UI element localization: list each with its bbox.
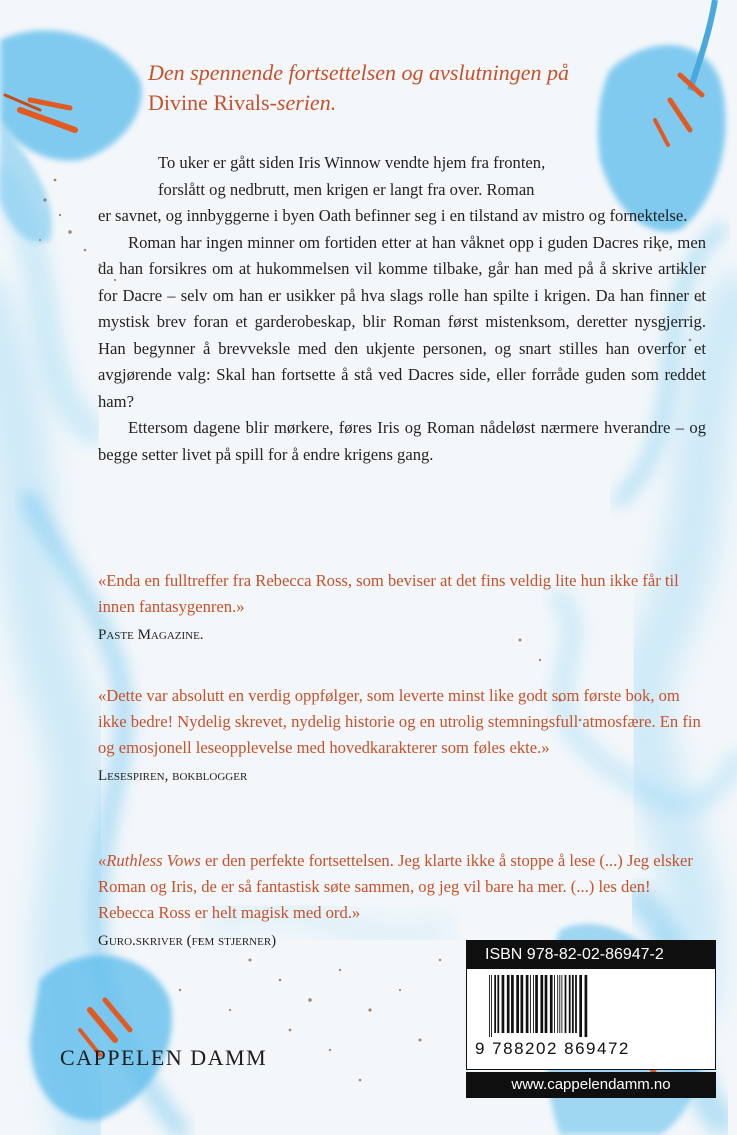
quote-source: Paste Magazine.	[98, 627, 204, 643]
barcode-bar	[572, 975, 574, 1033]
barcode-bar	[561, 975, 562, 1033]
tagline-line1: Den spennende fortsettelsen og avslutningen på	[148, 60, 569, 85]
barcode-bar	[569, 975, 571, 1033]
review-quote-3	[98, 848, 708, 954]
barcode-bar	[494, 975, 496, 1033]
blurb-line: forslått og nedbrutt, men krigen er langt fra over. Roman	[158, 179, 535, 199]
isbn-barcode-box	[466, 940, 716, 1070]
ean-digits: 9 788202 869472	[475, 1039, 630, 1058]
barcode-bar	[507, 975, 510, 1033]
barcode-bar	[491, 975, 492, 1037]
barcode-bar	[557, 975, 558, 1033]
blurb-line: mistro og fornektelse.	[542, 206, 688, 225]
isbn-label: ISBN 978-82-02-86947-2	[467, 941, 715, 969]
blurb-paragraph-1-cont	[98, 203, 706, 230]
barcode-bar	[533, 975, 534, 1033]
quote-source: Lesespiren, bokblogger	[98, 768, 248, 784]
quote-source: Guro.skriver (fem stjerner)	[98, 933, 277, 949]
quote-open: «	[98, 851, 107, 870]
review-quote-2	[98, 683, 708, 789]
quote-text: «Enda en fulltreffer fra Rebecca Ross, som beviser at det fins veldig lite hun ikke får til innen fantasygenren.»	[98, 571, 679, 616]
barcode-bar	[489, 975, 490, 1037]
barcode-bar	[554, 975, 555, 1033]
barcode-bar	[526, 975, 529, 1033]
barcode-bar	[502, 975, 505, 1033]
barcode-bar	[545, 975, 548, 1033]
barcode	[487, 975, 702, 1037]
barcode-bar	[535, 975, 538, 1033]
series-name: Divine Rivals	[148, 90, 270, 115]
blurb-paragraph-2: Roman har ingen minner om fortiden etter at han våknet opp i guden Dacres rike, men da han forsikres om at hukommelsen vil komme tilbake, går han med på å skrive artikler for Dacre – selv om han er usikker på hva slags rolle han spilte i krigen. Da han finner et mystisk brev foran et garderobeskap, blir Roman først mistenksom, deretter nysgjerrig. Han begynner å brevveksle med den ukjente personen, og snart stilles han overfor et avgjørende valg: Skal han fortsette å stå ved Dacres side, eller forråde guden som reddet ham?	[98, 232, 706, 411]
quote-book-title: Ruthless Vows	[106, 851, 201, 870]
barcode-bar	[559, 975, 560, 1033]
barcode-bar	[530, 975, 531, 1033]
barcode-bar	[540, 975, 543, 1033]
barcode-bar	[565, 975, 567, 1033]
barcode-bar	[579, 975, 582, 1037]
blurb-line: er savnet, og innbyggerne i byen Oath befinner seg i en tilstand av	[98, 206, 539, 225]
series-suffix: -serien.	[269, 90, 337, 115]
blurb	[98, 150, 706, 468]
blurb-paragraph-1	[98, 150, 706, 203]
blurb-line: To uker er gått siden Iris Winnow vendte hjem fra fronten,	[158, 153, 546, 172]
barcode-bar	[516, 975, 519, 1033]
tagline	[148, 58, 708, 118]
barcode-bar	[497, 975, 499, 1033]
barcode-bar	[550, 975, 553, 1033]
quote-text: er den perfekte fortsettelsen. Jeg klarte ikke å stoppe å lese (...) Jeg elsker Roman og Iris, de er så fantastisk søte sammen, og jeg vil bare ha mer. (...) les den! Rebecca Ross er helt magisk med ord.»	[98, 851, 693, 922]
quote-text: «Dette var absolutt en verdig oppfølger, som leverte minst like godt som første bok, om ikke bedre! Nydelig skrevet, nydelig historie og en utrolig stemningsfull atmosfære. En fin og emosjonell leseopplevelse med hovedkarakterer som føles ekte.»	[98, 686, 701, 757]
review-quote-1	[98, 568, 708, 648]
barcode-bar	[585, 975, 588, 1037]
barcode-bar	[521, 975, 524, 1033]
publisher-logo: CAPPELEN DAMM	[60, 1045, 268, 1070]
blurb-paragraph-3: Ettersom dagene blir mørkere, føres Iris og Roman nådeløst nærmere hverandre – og begge setter livet på spill for å endre krigens gang.	[98, 418, 706, 464]
publisher-url[interactable]: www.cappelendamm.no	[466, 1072, 716, 1098]
barcode-bar	[511, 975, 514, 1033]
barcode-bar	[575, 975, 577, 1033]
